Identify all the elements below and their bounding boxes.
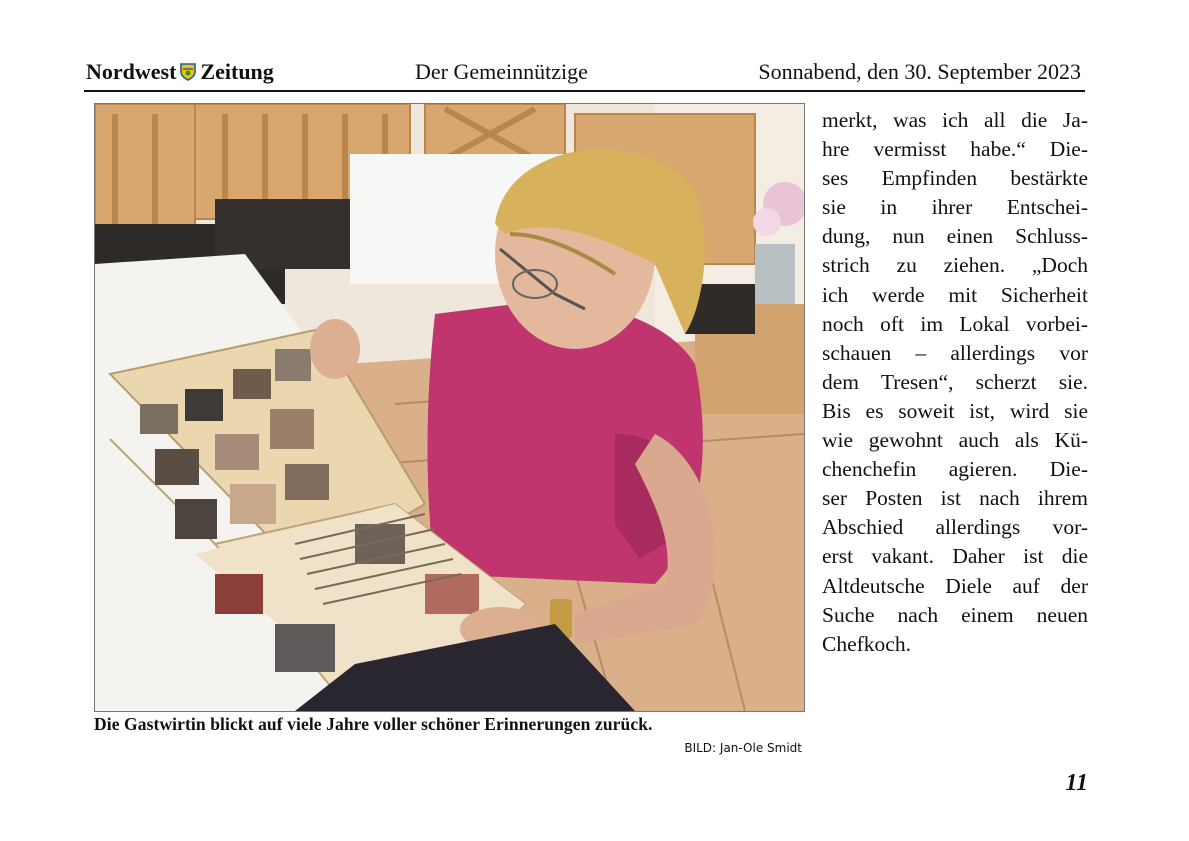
text-line: erst vakant. Daher ist die xyxy=(822,544,1088,569)
text-line: schauen – allerdings vor xyxy=(822,340,1088,365)
crest-icon xyxy=(180,63,196,81)
issue-date: Sonnabend, den 30. September 2023 xyxy=(758,59,1081,84)
text-line: ich werde mit Sicherheit xyxy=(822,282,1088,307)
supplement-title: Der Gemeinnützige xyxy=(415,59,588,84)
newspaper-header xyxy=(84,58,1085,92)
text-line: dung, nun einen Schluss- xyxy=(822,224,1088,249)
photo-caption: Die Gastwirtin blickt auf viele Jahre voller schöner Erinnerungen zurück. xyxy=(94,714,653,734)
article-photo xyxy=(94,103,805,712)
photo-credit: BILD: Jan-Ole Smidt xyxy=(684,741,802,755)
text-line: noch oft im Lokal vorbei- xyxy=(822,311,1088,336)
article-text-column xyxy=(822,106,1088,659)
text-line: chenchefin agieren. Die- xyxy=(822,457,1088,482)
page-number: 11 xyxy=(1065,770,1088,796)
text-line: dem Tresen“, scherzt sie. xyxy=(822,369,1088,394)
masthead-name-left: Nordwest xyxy=(86,59,177,84)
masthead xyxy=(86,59,274,85)
text-line: merkt, was ich all die Ja- xyxy=(822,108,1088,132)
photo-woman-with-album xyxy=(95,104,804,711)
text-line: ses Empfinden bestärkte xyxy=(822,166,1088,191)
text-line: ser Posten ist nach ihrem xyxy=(822,486,1088,511)
text-line: Chefkoch. xyxy=(822,631,911,656)
text-line: wie gewohnt auch als Kü- xyxy=(822,428,1088,453)
masthead-name-right: Zeitung xyxy=(200,59,274,84)
text-line: strich zu ziehen. „Doch xyxy=(822,253,1088,278)
text-line: hre vermisst habe.“ Die- xyxy=(822,137,1088,162)
text-line: Abschied allerdings vor- xyxy=(822,515,1088,540)
text-line: Suche nach einem neuen xyxy=(822,602,1088,627)
text-line: Bis es soweit ist, wird sie xyxy=(822,398,1088,423)
text-line: Altdeutsche Diele auf der xyxy=(822,573,1088,598)
text-line: sie in ihrer Entschei- xyxy=(822,195,1088,220)
